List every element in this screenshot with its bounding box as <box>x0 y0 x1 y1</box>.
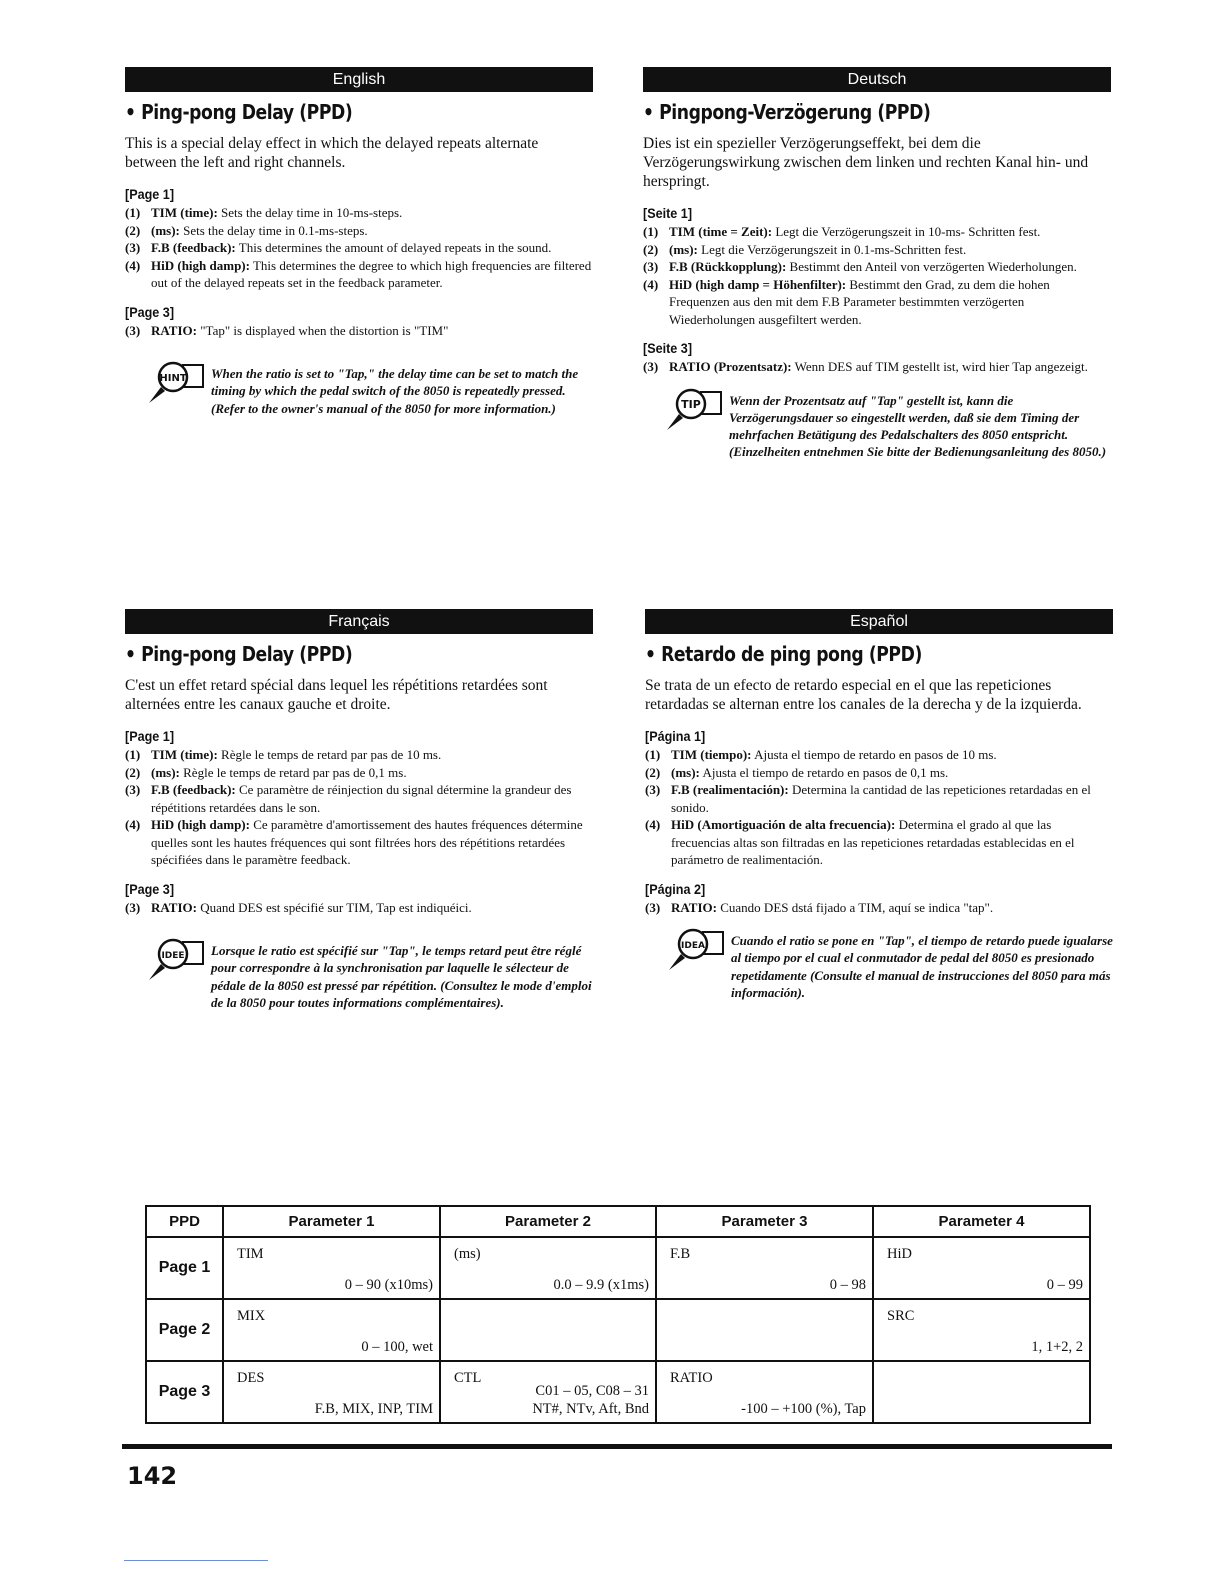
note-text: Cuando el ratio se pone en "Tap", el tiempo de retardo puede igualarse al tiempo por el cual el conmutador de pedal del 8050 es presionado repetidamente (Consulte el manual de instrucciones del 8050 para más información). <box>731 933 1113 1000</box>
section-title: • Pingpong-Verzögerung (PPD) <box>643 100 931 124</box>
list-item: (2) (ms): Ajusta el tiempo de retardo en pasos de 0,1 ms. <box>645 764 949 780</box>
language-header: Deutsch <box>643 67 1111 92</box>
list-item: (1) TIM (time = Zeit): Legt die Verzögerungszeit in 10-ms- Schritten fest. <box>643 224 1041 239</box>
tip-icon <box>663 388 729 432</box>
idea-icon <box>665 928 731 972</box>
table-header: PPD <box>146 1206 223 1237</box>
list-item: (3) RATIO: "Tap" is displayed when the distortion is "TIM" <box>125 322 449 338</box>
table-row <box>146 1361 1090 1423</box>
section-intro: C'est un effet retard spécial dans lequel les répétitions retardées sont alternées entre les canaux gauche et droite. <box>125 677 548 713</box>
table-header: Parameter 2 <box>440 1206 656 1237</box>
language-header: Español <box>645 609 1113 634</box>
param-name: SRC <box>887 1308 915 1324</box>
language-header: Français <box>125 609 593 634</box>
svg-text:IDEA: IDEA <box>681 941 705 951</box>
table-cell <box>873 1361 1090 1423</box>
note-text: Wenn der Prozentsatz auf "Tap" gestellt ist, kann die Verzögerungsdauer so eingestellt werden, daß sie dem Timing der mehrfachen Betätigung des Pedalschalters des 8050 entspricht. (Einzelheiten entnehmen Sie bitte der Bedienungsanleitung des 8050.) <box>729 392 1107 460</box>
table-cell <box>223 1361 440 1423</box>
param-name: (ms) <box>454 1246 481 1262</box>
param-range: 0.0 – 9.9 (x1ms) <box>553 1277 649 1293</box>
table-header-row <box>146 1206 1090 1237</box>
param-name: DES <box>237 1370 265 1386</box>
table-header: Parameter 1 <box>223 1206 440 1237</box>
param-range: 0 – 98 <box>829 1277 866 1293</box>
list-item: (4) HiD (high damp = Höhenfilter): Bestimmt den Grad, zu dem die hohen Frequenzen aus den mit dem F.B Parameter bestimmten verzögerten Wiederholungen ausgefiltert werden. <box>643 276 1050 327</box>
parameter-list <box>125 746 593 869</box>
table-header: Parameter 3 <box>656 1206 873 1237</box>
table-cell <box>873 1237 1090 1299</box>
table-cell <box>440 1361 656 1423</box>
table-row <box>146 1299 1090 1361</box>
list-item: (3) F.B (feedback): Ce paramètre de réinjection du signal détermine la grandeur des répétitions retardées dans le son. <box>125 782 572 815</box>
section-deutsch <box>643 67 1111 461</box>
parameter-list <box>645 899 1113 917</box>
page-label: [Seite 3] <box>643 340 693 356</box>
section-title: • Retardo de ping pong (PPD) <box>645 642 922 666</box>
section-espanol <box>645 609 1113 1001</box>
footer-rule <box>122 1444 1112 1449</box>
list-item: (3) F.B (realimentación): Determina la cantidad de las repeticiones retardadas en el sonido. <box>645 782 1091 815</box>
param-range: 0 – 90 (x10ms) <box>344 1277 433 1293</box>
list-item: (1) TIM (tiempo): Ajusta el tiempo de retardo en pasos de 10 ms. <box>645 747 997 762</box>
page-cell: Page 1 <box>146 1237 223 1299</box>
table-cell <box>440 1237 656 1299</box>
param-range: F.B, MIX, INP, TIM <box>314 1401 433 1417</box>
table-row <box>146 1237 1090 1299</box>
idea-note <box>645 932 1113 1001</box>
list-item: (4) HiD (high damp): Ce paramètre d'amortissement des hautes fréquences détermine quelles sont les hautes fréquences qui sont filtrées hors des répétitions retardées spécifiées dans le paramètre feedback. <box>125 817 583 867</box>
parameter-table <box>145 1205 1091 1424</box>
section-francais <box>125 609 593 1011</box>
footer-link-line <box>124 1560 268 1561</box>
page-label: [Página 1] <box>645 728 706 744</box>
page-label: [Página 2] <box>645 880 706 897</box>
section-intro: This is a special delay effect in which the delayed repeats alternate between the left and right channels. <box>125 135 539 171</box>
note-text: When the ratio is set to "Tap," the delay time can be set to match the timing by which the pedal switch of the 8050 is repeatedly pressed. (Refer to the owner's manual of the 8050 for more information.) <box>211 366 579 416</box>
list-item: (2) (ms): Sets the delay time in 0.1-ms-steps. <box>125 222 368 238</box>
table-cell <box>440 1299 656 1361</box>
parameter-list <box>643 358 1111 376</box>
section-intro: Dies ist ein spezieller Verzögerungseffekt, bei dem die Verzögerungswirkung zwischen dem linken und rechten Kanal hin- und herspringt. <box>643 135 1089 190</box>
svg-text:TIP: TIP <box>681 397 701 411</box>
svg-text:IDEE: IDEE <box>161 951 185 961</box>
list-item: (2) (ms): Règle le temps de retard par pas de 0,1 ms. <box>125 764 407 780</box>
list-item: (4) HiD (Amortiguación de alta frecuencia): Determina el grado al que las frecuencias altas son filtradas en las repeticiones retardadas establecidas en el parámetro de realimentación. <box>645 817 1075 867</box>
parameter-list <box>645 746 1113 869</box>
page-label: [Page 1] <box>125 728 175 744</box>
page-cell: Page 2 <box>146 1299 223 1361</box>
note-text: Lorsque le ratio est spécifié sur "Tap", le temps retard peut être réglé pour correspondre à la synchronisation par laquelle le sélecteur de pédale de la 8050 est pressé par répétition. (Consultez le mode d'emploi de la 8050 pour toutes informations complémentaires). <box>211 943 592 1010</box>
list-item: (2) (ms): Legt die Verzögerungszeit in 0.1-ms-Schritten fest. <box>643 241 967 257</box>
param-range: 0 – 99 <box>1046 1277 1083 1293</box>
param-name: F.B <box>670 1246 691 1262</box>
list-item: (4) HiD (high damp): This determines the degree to which high frequencies are filtered out of the delayed repeats set in the feedback parameter. <box>125 257 592 290</box>
param-name: RATIO <box>670 1370 713 1386</box>
svg-text:HINT: HINT <box>159 373 187 384</box>
section-title: • Ping-pong Delay (PPD) <box>125 642 353 666</box>
section-english <box>125 67 593 417</box>
table-cell <box>873 1299 1090 1361</box>
page-label: [Page 3] <box>125 880 175 897</box>
list-item: (1) TIM (time): Sets the delay time in 10-ms-steps. <box>125 205 403 220</box>
section-intro: Se trata de un efecto de retardo especial en el que las repeticiones retardadas se alternan entre los canales de la derecha y de la izquierda. <box>645 677 1082 713</box>
idee-note <box>125 942 593 1011</box>
idea-icon <box>145 938 211 982</box>
list-item: (1) TIM (time): Règle le temps de retard par pas de 10 ms. <box>125 747 442 762</box>
parameter-list <box>125 899 593 917</box>
list-item: (3) F.B (Rückkopplung): Bestimmt den Anteil von verzögerten Wiederholungen. <box>643 259 1077 274</box>
param-range: -100 – +100 (%), Tap <box>741 1401 866 1417</box>
table-cell <box>223 1237 440 1299</box>
param-name: TIM <box>237 1246 264 1262</box>
tip-note <box>643 392 1111 461</box>
table-cell <box>656 1299 873 1361</box>
table-cell <box>223 1299 440 1361</box>
param-range: 0 – 100, wet <box>361 1339 433 1355</box>
hint-icon <box>145 361 211 405</box>
table-cell <box>656 1361 873 1423</box>
param-range: C01 – 05, C08 – 31 NT#, NTv, Aft, Bnd <box>532 1383 649 1417</box>
language-header: English <box>125 67 593 92</box>
table-header: Parameter 4 <box>873 1206 1090 1237</box>
page-cell: Page 3 <box>146 1361 223 1423</box>
param-name: HiD <box>887 1246 912 1262</box>
parameter-list <box>643 223 1111 328</box>
list-item: (3) RATIO: Quand DES est spécifié sur TIM, Tap est indiquéici. <box>125 899 472 915</box>
hint-note <box>125 365 593 417</box>
list-item: (3) RATIO (Prozentsatz): Wenn DES auf TIM gestellt ist, wird hier Tap angezeigt. <box>643 359 1088 374</box>
list-item: (3) RATIO: Cuando DES dstá fijado a TIM, aquí se indica "tap". <box>645 899 994 915</box>
page-number: 142 <box>127 1462 178 1490</box>
table-cell <box>656 1237 873 1299</box>
section-title: • Ping-pong Delay (PPD) <box>125 100 353 124</box>
parameter-list <box>125 204 593 292</box>
parameter-list <box>125 322 593 340</box>
list-item: (3) F.B (feedback): This determines the amount of delayed repeats in the sound. <box>125 240 552 255</box>
page-label: [Page 1] <box>125 186 175 202</box>
param-name: CTL <box>454 1370 482 1386</box>
page-label: [Seite 1] <box>643 205 693 221</box>
param-name: MIX <box>237 1308 266 1324</box>
param-range: 1, 1+2, 2 <box>1031 1339 1083 1355</box>
page-label: [Page 3] <box>125 303 175 320</box>
